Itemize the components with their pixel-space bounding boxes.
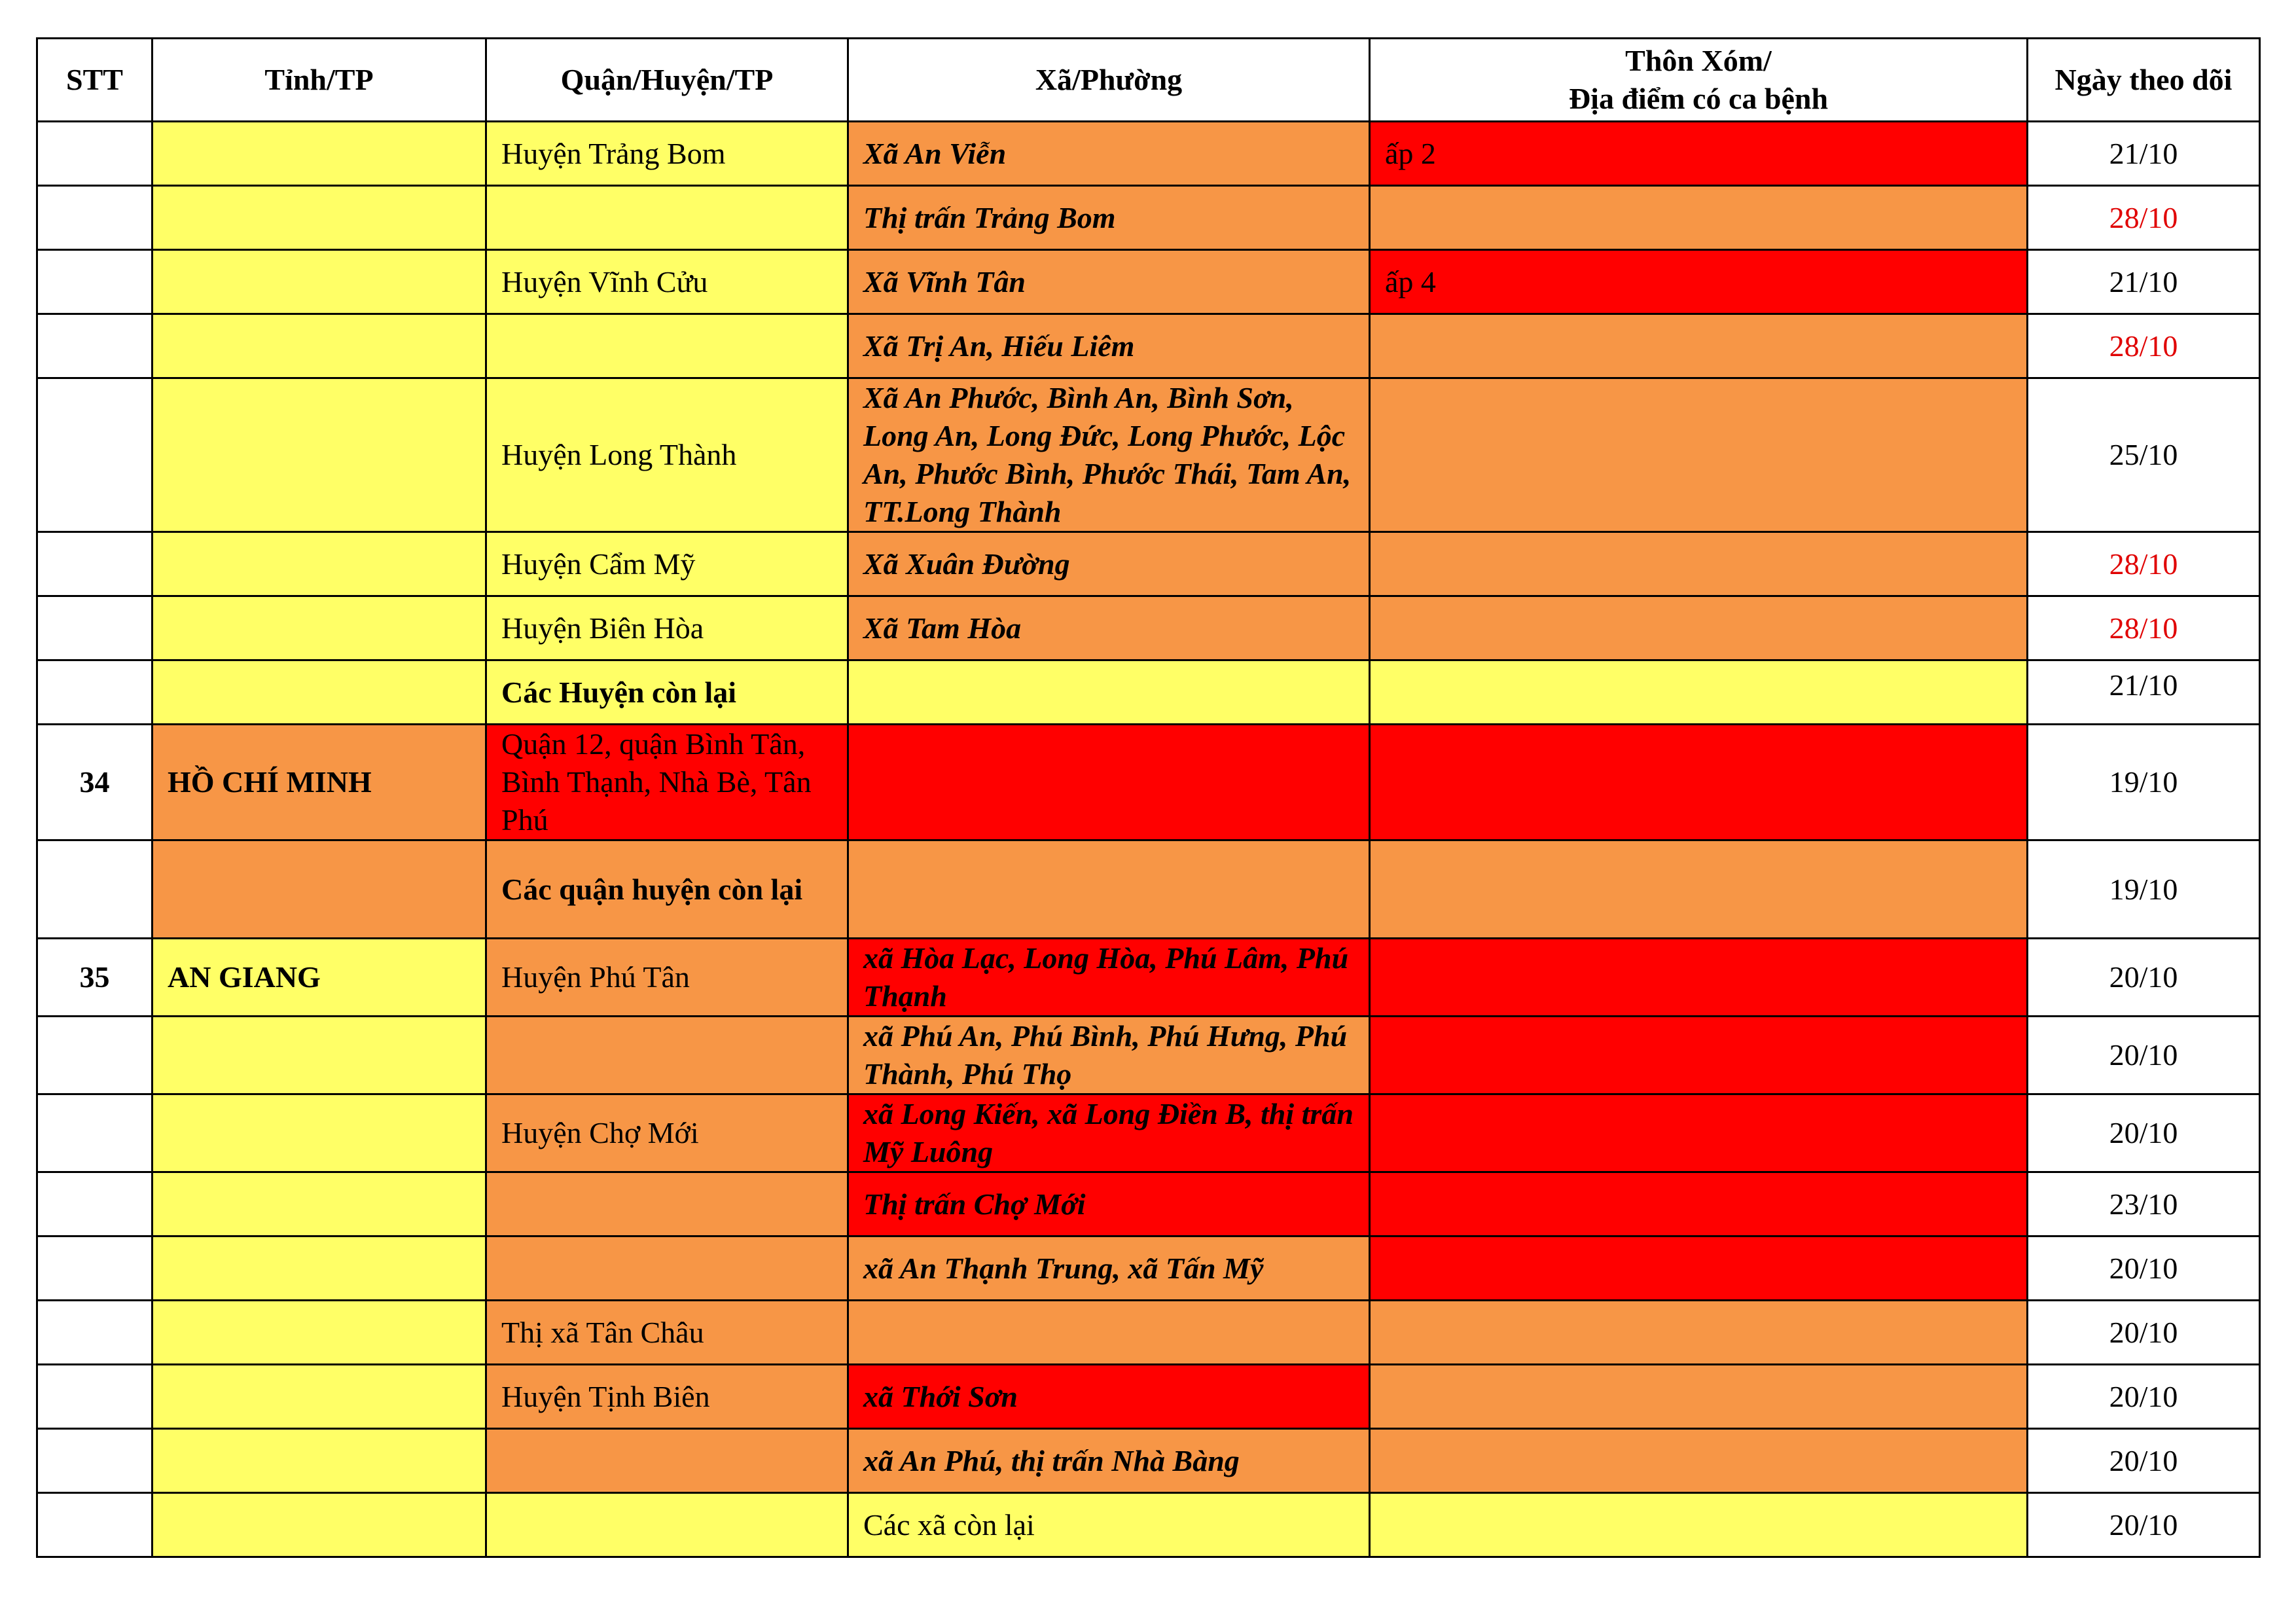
table-row xyxy=(37,596,2260,660)
header-commune: Xã/Phường xyxy=(848,39,1370,122)
header-hamlet-line1: Thôn Xóm/ xyxy=(1625,44,1772,77)
table-row xyxy=(37,1236,2260,1301)
district-cell: Các Huyện còn lại xyxy=(486,660,848,725)
date-cell: 21/10 xyxy=(2028,250,2260,314)
date-cell: 20/10 xyxy=(2028,1301,2260,1365)
district-cell: Các quận huyện còn lại xyxy=(486,840,848,939)
district-cell xyxy=(486,1236,848,1301)
province-cell xyxy=(152,596,486,660)
table-row xyxy=(37,725,2260,840)
date-cell: 20/10 xyxy=(2028,1236,2260,1301)
commune-cell xyxy=(848,660,1370,725)
date-cell: 25/10 xyxy=(2028,378,2260,532)
hamlet-cell xyxy=(1370,1429,2028,1493)
stt-cell xyxy=(37,1365,152,1429)
commune-cell xyxy=(848,840,1370,939)
stt-cell xyxy=(37,1236,152,1301)
province-cell: AN GIANG xyxy=(152,939,486,1017)
district-cell: Huyện Trảng Bom xyxy=(486,122,848,186)
hamlet-cell xyxy=(1370,378,2028,532)
hamlet-cell xyxy=(1370,1301,2028,1365)
stt-cell xyxy=(37,122,152,186)
stt-cell xyxy=(37,1493,152,1557)
hamlet-cell xyxy=(1370,840,2028,939)
province-cell xyxy=(152,314,486,378)
table-row xyxy=(37,660,2260,725)
district-cell xyxy=(486,1017,848,1094)
province-cell xyxy=(152,840,486,939)
commune-cell: Xã An Phước, Bình An, Bình Sơn, Long An, Long Đức, Long Phước, Lộc An, Phước Bình, Phước Thái, Tam An, TT.Long Thành xyxy=(848,378,1370,532)
date-cell: 28/10 xyxy=(2028,596,2260,660)
hamlet-cell xyxy=(1370,939,2028,1017)
province-cell xyxy=(152,1236,486,1301)
table-row xyxy=(37,1017,2260,1094)
district-cell: Huyện Tịnh Biên xyxy=(486,1365,848,1429)
stt-cell xyxy=(37,378,152,532)
commune-cell: xã Long Kiến, xã Long Điền B, thị trấn Mỹ Luông xyxy=(848,1094,1370,1172)
date-cell: 20/10 xyxy=(2028,1429,2260,1493)
district-cell: Huyện Phú Tân xyxy=(486,939,848,1017)
hamlet-cell xyxy=(1370,1017,2028,1094)
stt-cell: 34 xyxy=(37,725,152,840)
hamlet-cell xyxy=(1370,532,2028,596)
commune-cell: Xã Trị An, Hiếu Liêm xyxy=(848,314,1370,378)
table-row xyxy=(37,1365,2260,1429)
district-cell xyxy=(486,1429,848,1493)
date-cell: 19/10 xyxy=(2028,840,2260,939)
table-row xyxy=(37,314,2260,378)
date-cell: 19/10 xyxy=(2028,725,2260,840)
table-row xyxy=(37,1172,2260,1236)
date-cell: 20/10 xyxy=(2028,939,2260,1017)
date-cell: 28/10 xyxy=(2028,314,2260,378)
province-cell xyxy=(152,122,486,186)
date-cell: 20/10 xyxy=(2028,1365,2260,1429)
hamlet-cell xyxy=(1370,1172,2028,1236)
stt-cell xyxy=(37,532,152,596)
date-cell: 20/10 xyxy=(2028,1493,2260,1557)
district-cell: Huyện Biên Hòa xyxy=(486,596,848,660)
hamlet-cell: ấp 2 xyxy=(1370,122,2028,186)
district-cell xyxy=(486,314,848,378)
hamlet-cell xyxy=(1370,1365,2028,1429)
district-cell: Huyện Cẩm Mỹ xyxy=(486,532,848,596)
province-cell xyxy=(152,1094,486,1172)
district-cell xyxy=(486,1172,848,1236)
commune-cell: Các xã còn lại xyxy=(848,1493,1370,1557)
province-cell xyxy=(152,1172,486,1236)
date-cell: 20/10 xyxy=(2028,1094,2260,1172)
province-cell xyxy=(152,532,486,596)
province-cell xyxy=(152,660,486,725)
hamlet-cell xyxy=(1370,314,2028,378)
commune-cell: Xã An Viễn xyxy=(848,122,1370,186)
date-cell: 21/10 xyxy=(2028,660,2260,725)
province-cell xyxy=(152,1429,486,1493)
stt-cell xyxy=(37,1017,152,1094)
commune-cell xyxy=(848,1301,1370,1365)
header-hamlet-line2: Địa điểm có ca bệnh xyxy=(1568,82,1829,115)
header-date: Ngày theo dõi xyxy=(2028,39,2260,122)
table-row xyxy=(37,939,2260,1017)
stt-cell: 35 xyxy=(37,939,152,1017)
header-stt: STT xyxy=(37,39,152,122)
province-cell xyxy=(152,378,486,532)
stt-cell xyxy=(37,1429,152,1493)
stt-cell xyxy=(37,840,152,939)
commune-cell: xã Hòa Lạc, Long Hòa, Phú Lâm, Phú Thạnh xyxy=(848,939,1370,1017)
province-cell xyxy=(152,1493,486,1557)
hamlet-cell: ấp 4 xyxy=(1370,250,2028,314)
table-row xyxy=(37,1493,2260,1557)
province-cell: HỒ CHÍ MINH xyxy=(152,725,486,840)
header-hamlet xyxy=(1370,39,2028,122)
date-cell: 28/10 xyxy=(2028,186,2260,250)
stt-cell xyxy=(37,1301,152,1365)
table-row xyxy=(37,840,2260,939)
stt-cell xyxy=(37,314,152,378)
header-district: Quận/Huyện/TP xyxy=(486,39,848,122)
commune-cell: xã An Phú, thị trấn Nhà Bàng xyxy=(848,1429,1370,1493)
district-cell: Huyện Vĩnh Cửu xyxy=(486,250,848,314)
commune-cell: xã Phú An, Phú Bình, Phú Hưng, Phú Thành, Phú Thọ xyxy=(848,1017,1370,1094)
header-province: Tỉnh/TP xyxy=(152,39,486,122)
hamlet-cell xyxy=(1370,660,2028,725)
hamlet-cell xyxy=(1370,1094,2028,1172)
hamlet-cell xyxy=(1370,725,2028,840)
hamlet-cell xyxy=(1370,596,2028,660)
commune-cell: xã An Thạnh Trung, xã Tấn Mỹ xyxy=(848,1236,1370,1301)
province-cell xyxy=(152,250,486,314)
table-row xyxy=(37,186,2260,250)
header-row xyxy=(37,39,2260,122)
stt-cell xyxy=(37,1172,152,1236)
table-row xyxy=(37,532,2260,596)
hamlet-cell xyxy=(1370,1236,2028,1301)
district-cell xyxy=(486,1493,848,1557)
table-row xyxy=(37,378,2260,532)
district-cell: Quận 12, quận Bình Tân, Bình Thạnh, Nhà Bè, Tân Phú xyxy=(486,725,848,840)
table-row xyxy=(37,1094,2260,1172)
province-cell xyxy=(152,1365,486,1429)
commune-cell xyxy=(848,725,1370,840)
district-cell: Huyện Long Thành xyxy=(486,378,848,532)
stt-cell xyxy=(37,660,152,725)
date-cell: 23/10 xyxy=(2028,1172,2260,1236)
commune-cell: Xã Vĩnh Tân xyxy=(848,250,1370,314)
date-cell: 20/10 xyxy=(2028,1017,2260,1094)
hamlet-cell xyxy=(1370,1493,2028,1557)
stt-cell xyxy=(37,1094,152,1172)
table-row xyxy=(37,122,2260,186)
province-cell xyxy=(152,1301,486,1365)
commune-cell: Thị trấn Trảng Bom xyxy=(848,186,1370,250)
hamlet-cell xyxy=(1370,186,2028,250)
table-row xyxy=(37,250,2260,314)
district-cell: Thị xã Tân Châu xyxy=(486,1301,848,1365)
stt-cell xyxy=(37,186,152,250)
district-cell xyxy=(486,186,848,250)
commune-cell: Thị trấn Chợ Mới xyxy=(848,1172,1370,1236)
table-row xyxy=(37,1301,2260,1365)
date-cell: 28/10 xyxy=(2028,532,2260,596)
province-cell xyxy=(152,186,486,250)
commune-cell: xã Thới Sơn xyxy=(848,1365,1370,1429)
commune-cell: Xã Tam Hòa xyxy=(848,596,1370,660)
date-cell: 21/10 xyxy=(2028,122,2260,186)
district-cell: Huyện Chợ Mới xyxy=(486,1094,848,1172)
covid-risk-table xyxy=(36,37,2261,1558)
stt-cell xyxy=(37,596,152,660)
stt-cell xyxy=(37,250,152,314)
province-cell xyxy=(152,1017,486,1094)
table-row xyxy=(37,1429,2260,1493)
commune-cell: Xã Xuân Đường xyxy=(848,532,1370,596)
